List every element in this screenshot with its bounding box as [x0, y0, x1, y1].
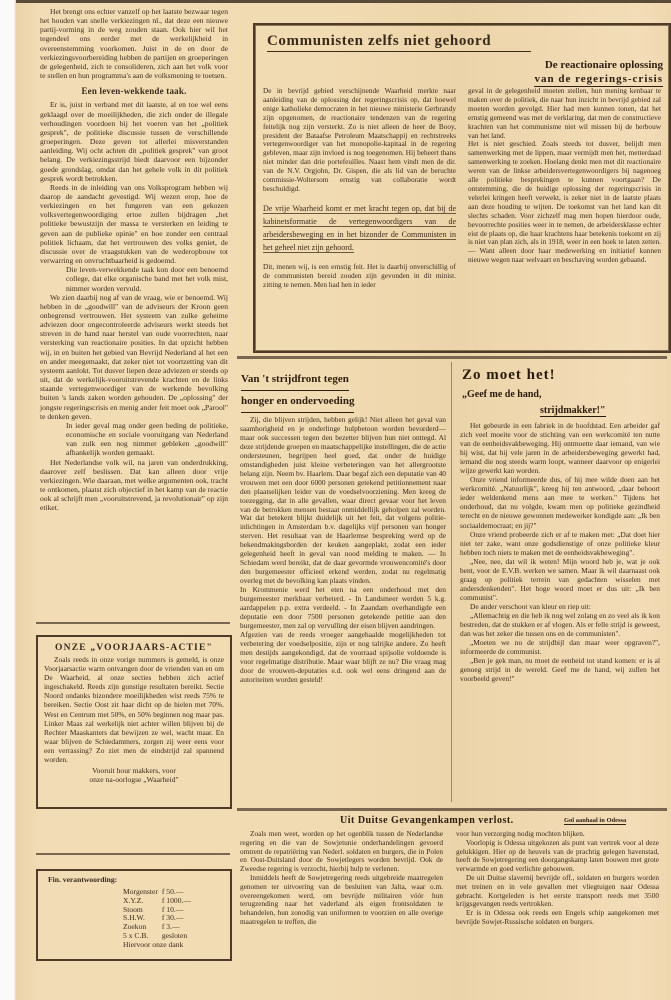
divider [36, 622, 230, 624]
donations-table [123, 888, 195, 950]
paragraph: Voorlopig is Odessa uitgekozen als punt van vertrek voor al deze gelukkigen. Hier op de heuvels van de prachtig gelegen havenstad, heeft de Sowjetregering een doorgangskamp laten bouwen met grote verwarmde en goed verlichte gebouwen. [456, 837, 659, 874]
indented-paragraph: Die leven-verwekkende taak kon door een benoemd college, dat elke organische band met het volk mist, nimmer worden vervuld. [66, 265, 228, 293]
zo-moet-het-subhead-2: strijdmakker!" [540, 405, 606, 416]
divider [237, 356, 667, 359]
donation-amount: f 3.— [161, 922, 180, 932]
paragraph: Het is niet geschied. Zoals steeds tot dusver, belijdt men samenwerking met de lippen, maar vermijdt men het, metterdaad samenwerking te zoeken. Hoelang denkt men met dit reactionaire weren van de linkse arbeidersvertegenwoordigers bij nagenoeg alle politieke besprekingen te kunnen voortgaan? De ontstemming, die de huidige oplossing der regeringscrisis in velerlei kringen heeft verwekt, is zeker niet in de laatste plaats aan deze houding te wijten. De toekomst van het land kan dit slechts schaden. Voor zichzelf mag men hopen hierdoor oude, bevoorrechte posities weer in te nemen, de arbeidersklasse echter eist de plaats op, die haar krachtens haar betekenis toekomt en zij is niet van plan zich, als in 1918, weer in een hoek te laten zetten. — Want alleen door haar medewerking en initiatief kunnen nieuwe wegen naar welvaart en beschaving worden gebaand. [468, 139, 661, 265]
donation-amount: f 10.— [161, 904, 184, 914]
highlighted-statement: De vrije Waarheid komt er met kracht tegen op, dat bij de kabinetsformatie de vertegenwoordigers van de arbeidersbeweging en in het bizonder de Communisten in het geheel niet zijn gehoord. [263, 203, 456, 252]
paragraph: Dit, menen wij, is een ernstig feit. Het is daarbij onverschillig of de communisten bereid zouden zijn gevonden in dit minist. zitting te nemen. Men had hen in ieder [263, 261, 456, 289]
paragraph: „Nee, nee, dat wil ik weten! Mijn woord heb je, wat je ook bent, voor de E.V.B. werken we samen. Maar ik wil daarnaast ook graag op politiek terrein van gedachten wisselen met andersdenkenden". Het hoge woord moet er dus uit: „Ik ben communist". [460, 556, 660, 602]
donor-name: Morgenster [123, 887, 158, 896]
strijdfront-headline: Van 't strijdfront tegen honger en ondervoeding [241, 369, 354, 413]
article-column-1 [263, 87, 456, 290]
donation-amount: gesloten [161, 930, 188, 940]
donor-name: Zoekon [123, 922, 147, 932]
left-column-article [40, 7, 228, 512]
odessa-tag: Gol aanhaal in Odessa [564, 817, 627, 824]
paragraph: Inmiddels heeft de Sowjetregering reeds uitgebreide maatregelen genomen ter uitvoering van de besluiten van Jalta, waar o.m. overeengekomen werd, om bevrijde militairen vóór hun terugzending naar het vaderland als eigen frontsoldaten te behandelen, hun zonodig van uniformen te voorzien en alle overige maatregelen te treffen, die [240, 872, 443, 926]
paragraph: In Krommenie werd het eten na een onderhoud met den burgemeester merkbaar verbeterd. - In Landsmeer werden 5 k.g. aardappelen p.p. extra verdeeld. - In Zaandam overhandigde een deputatie een door 7500 personen getekende petitie aan den burgemeester, men zal op vervulling der eisen blijven aandringen. [240, 585, 446, 630]
donation-amount: f 30.— [161, 913, 184, 923]
box-title: Fin. verantwoording: [48, 875, 118, 884]
donor-name: 5 x C.B. [123, 930, 149, 940]
strijdfront-article [240, 416, 446, 685]
paragraph: Onze vriend probeerde zich er af te maken met: „Dat doet hier niet ter zake, want onze godsdienstige of onze politieke kleur hebben toch niets te maken met de eenheidsvakbeweging". [460, 529, 660, 557]
donation-amount: f 1000.— [161, 895, 191, 905]
divider [237, 808, 667, 811]
paragraph: Reeds in de inleiding van ons Volksprogram hebben wij daarop de aandacht gevestigd. Wij wezen erop, hoe de verkiezingen en het fungeren van een gekozen volksvertegenwoordiging ertoe zullen bijdragen „het politieke bewustzijn der massa te versterken en leiding te geven aan de publieke opinie" en hoe zonder een centraal politiek lichaam, dat het vertrouwen des volks geniet, de discussie over de vraagstukken van de wederopbouw tot verwarring en onvruchtbaarheid is gedoemd. [40, 182, 228, 266]
paragraph: „Moeten we nu de strijdbijl dan maar weer opgraven?", informeerde de communist. [460, 638, 660, 657]
gevangenkampen-column-2 [456, 830, 659, 927]
column-rule [451, 362, 452, 802]
subheadline [534, 58, 663, 87]
paragraph: De uit Duitse slavernij bevrijde off., soldaten en burgers worden met treinen en in vele gevallen met vliegtuigen naar Odessa gebracht. Kortgeleden is het eerste transport reeds met 3500 krijgsgevangen reeds vertrokken. [456, 872, 659, 909]
paragraph: De in bevrijd gebied verschijnende Waarheid merkte naar aanleiding van de oplossing der regeringscrisis op, dat hoewel enige katholieke democraten in het nieuwe ministerie Gerbrandy zijn opgenomen, de reactionaire tendenzen van de regering feitelijk nog zijn versterkt. Zo is niet alleen de heer de Booy, president der Bataafse Petroleum Maatschappij en rechtstreeks vertegenwoordiger van het monopolie-kapitaal in de regering gebleven, maar zijn invloed is nog toegenomen. Hij beheert thans niet minder dan drie portefeuilles. Naast hem vindt men de dir. van de N.V. Orgjohn, Dr. Gispen, die als lid van de beruchte commissie-Woltersom ernstig van collaboratie wordt beschuldigd. [263, 86, 456, 193]
donor-name: X.Y.Z. [123, 895, 144, 905]
zo-moet-het-subhead-1: „Geef me de hand, [462, 389, 542, 400]
paragraph: Afgezien van de reeds vroeger aangehaalde mogelijkheden tot verbetering der voedselpositie, zijn er nog talrijke andere. Zo heeft men destijds aangekondigd, dat de voorraad spijsolie voldoende is voor regelmatige distributie. Maar waar blijft ze nu? Die vraag mag door de vrouwen-deputaties e.d. ook wel eens dringend aan de autoriteiten worden gesteld! [240, 629, 446, 684]
zo-moet-het-headline: Zo moet het! [462, 367, 556, 383]
headline: Communisten zelfs niet gehoord [267, 33, 531, 52]
indented-paragraph: In ieder geval mag onder geen beding de politieke, economische en sociale vooruitgang van Nederland van zulk een nog nimmer gebleken „goodwill" afhankelijk worden gemaakt. [66, 420, 228, 458]
zo-moet-het-article [460, 421, 660, 683]
paragraph: Het gebeurde in een fabriek in de hoofdstad. Een arbeider gaf zich veel moeite voor de stichting van een werkcomité ten nutte van de eenheidsvakbeweging. Hij ontmoette daar iemand, van wie hij wist, dat hij vele jaren in de arbeidersbeweging gewerkt had, iemand die nog steeds warm loopt, wanneer daarvoor op enigerlei wijze gewerkt kan worden. [460, 421, 660, 476]
financial-accounting-box [36, 869, 232, 961]
paragraph: Zoals men weet, worden op het ogenblik tussen de Nederlandse regering en die van de Sowjetunie onderhandelingen gevoerd omtrent de repatriëring van Nederl. soldaten en burgers, die in Polen en Oost-Duitsland door de Sowjetlegers worden bevrijd. Ook de Zweedse regering is verzocht, hierbij hulp te verlenen. [240, 829, 443, 874]
box-signoff: Vooruit hour makkers, voor onze na-oorlogse „Waarheid" [89, 766, 179, 785]
thanks-line: Hiervoor onze dank [123, 939, 184, 949]
divider [36, 853, 230, 855]
subhead-line-1: De reactionaire oplossing [544, 59, 663, 71]
paragraph: Er is in Odessa ook reeds een Engels schip aangekomen met bevrijde Sowjet-Russische soldaten en burgers. [456, 908, 659, 926]
paragraph: We zien daarbij nog af van de vraag, wie er benoemd. Wij hebben in de „goodwill" van de adviseurs der Kroon geen onbegrensd vertrouwen. Het systeem van zulke geheime adviezen door ongecontroleerde adviseurs werkt steeds het streven in de hand naar herstel van oude voorrechten, naar versterking van reactionaire posities. In dat opzicht hebben wij, in en buiten het gebied van Bevrijd Nederland al het een en ander meegemaakt, dat zeker niet tot voortzetting van dit systeem aanlokt. Tot dusver liepen deze adviezen er steeds op uit, dat de werkelijk-vooruitstrevende krachten en de links staande vertegenwoordiger van de werkende bevolking buiten 's lands zaken worden gehouden. De „oplossing" der jongste regeringscrisis en menig ander feit moet ook „Parool" te denken geven. [40, 292, 228, 421]
paragraph: „Ben je gek man, nu moet de eenheid tot stand komen: er is al genoeg strijd in de wereld. Geef me de hand, wij zullen het voorbeeld geven!" [460, 656, 660, 684]
box-body: Zoals reeds in onze vorige nummers is gemeld, is onze Voorjaarsactie warm ontvangen door de vrienden van en om De Waarheid, al onze secties hebben zich actief ingeschakeld. Reeds zijn gunstige resultaten bereikt. Sectie Noord ondanks bizondere moeilijkheden wist reeds 75% te bereiken. Sectie Oost zit haar dicht op de hielen met 70%. West en Centrum met 50%, en 50% beginnen nog maar pas. Linker Maas zal werkelijk niet achter willen blijven bij de Rechter Maaskanters dat bewijzen ze wel, wacht maar. En waar blijven de Schiedammers, zorgen zij weer eens voor een verrassing? Zo ziet men de eindstrijd zal spannend worden. [44, 655, 224, 765]
gevangenkampen-headline: Uit Duitse Gevangenkampen verlost. [340, 815, 514, 826]
donation-amount: f 50.— [161, 887, 184, 896]
paragraph: „Allemachtig en die heb ik nog wel zolang en zo veel als ik kon bestreden, dat de stukken er af vlogen. Als er felle strijd is geweest, dan was het zeker die tussen ons en de communisten". [460, 610, 660, 639]
paragraph: Het Nederlandse volk wil, na jaren van onderdrukking, daarover zelf beslissen. Dat kan alleen door vrije verkiezingen. Wie daaraan, met welke argumenten ook, tracht te ontkomen, plaatst zich objectief in het kamp van de reactie ook al schrijft men „vooruitstrevend, ja revolutionair" op zijn etiket. [40, 457, 228, 513]
donor-name: S.H.W. [123, 913, 145, 923]
subheading-leven-wekkende-taak: Een leven-wekkende taak. [81, 86, 187, 97]
donor-name: Stoom [123, 904, 143, 914]
paragraph: Zij, die blijven strijden, hebben gelijk! Niet alleen het geval van saamhorigheid en je onderlinge hulpbetoon worden bevorderd—maar ook successen tegen den bezetter blijven hun niet onttegd. Al deze strijdende groepen en maatschappelijke instellingen, die de actie ondersteunen, begrijpen heel goed, dat onder de huidige omstandigheden juist kleine verbeteringen van het allergrootste belang zijn. Neem bv. Haarlem. Daar begaf zich een deputatie van 40 vrouwen met een door 6000 personen getekend petitionnement naar den plaatselijken leider van de voedselvoorziening. Men kreeg de toezegging, dat in alle gevallen, waar direct gevaar voor het leven van de betrokken mensen bestaat onmiddellijk geholpen zal worden. Wat dat betekent blijkt duidelijk uit het feit, dat volgens politie-inlichtingen in Amsterdam b.v. dagelijks vijf personen van honger sterven. Het resultaat van de Haarlemse bespreking werd op de bekendmakingsborden der keuken aangeplakt, zodat een ieder gelegenheid heeft in geval van nood melding te maken. — In Schiedam werd bereikt, dat de daar gevormde vrouwencomité's door den burgemeester officieel erkend werden, zodat nu regelmatig overleg met de bevolking kan plaats vinden. [240, 415, 446, 586]
paragraph: geval in de gelegenheid moeten stellen, hun mening kenbaar te maken over de politiek, die naar hun inzicht in bevrijd gebied zal moeten worden gevolgd. Hier had men kunnen tonen, dat het ernstig gemeend was met de verklaring, dat men de constructieve krachten van het communisme niet wil missen bij de herbouw van het land. [468, 86, 661, 140]
top-border [16, 0, 671, 3]
paragraph: De ander verschoot van kleur en riep uit: [470, 601, 591, 611]
communisten-article-box [253, 23, 671, 353]
gevangenkampen-column-1 [240, 830, 443, 927]
intro-paragraph: Het brengt ons echter vanzelf op het laatste bezwaar tegen het houden van snelle verkiezingen nl., dat deze een nieuwe partij-vorming in de weg zouden staan. Ook hier wil het tegendeel ons eerder met de werkelijkheid in overeenstemming voorkomen. Juist in de en door de verkiezingsvoorbereiding hebben de partijen en groeperingen de gelegenheid, zich te consolideren, zich aan het volk voor te stellen en hun programma's aan de volksmening te toetsen. [40, 7, 228, 81]
box-title: ONZE „VOORJAARS-ACTIE" [55, 643, 213, 653]
voorjaars-actie-box [36, 635, 232, 809]
article-column-2 [468, 87, 661, 265]
paragraph: Er is, juist in verband met dit laatste, al en toe wel eens geklaagd over de moeilijkheden, die zich onder de illegale verhoudingen voordoen bij het voeren van het „politiek gesprek", de politieke discussie tussen de verschillende groeperingen. Deze geven tot allerlei misverstanden aanleiding. Wij ocht achten dit „politiek gesprek" van groot belang. De verkiezingsstrijd biedt daarvoor een bijzonder goede grondslag, omdat dan het gehele volk in dit politiek gesprek wordt betrokken. [40, 100, 228, 183]
subhead-line-2: van de regerings-crisis [534, 73, 663, 85]
paragraph: voor hun verzorging nodig mochten blijken. [456, 829, 585, 838]
paragraph: Onze vriend informeerde dus, of hij mee wilde doen aan het werkcomité. „Natuurlijk", kreeg hij ten antwoord, „daar behoort ieder weldenkend mens aan mee te werken." Tijdens het onderhoud, dat nu volgde, kwam men op politieke gezindheid terecht en de nieuwe gewonnen medewerker kondigde aan: „Ik ben sociaaldemocraat; en jij?" [460, 475, 660, 530]
